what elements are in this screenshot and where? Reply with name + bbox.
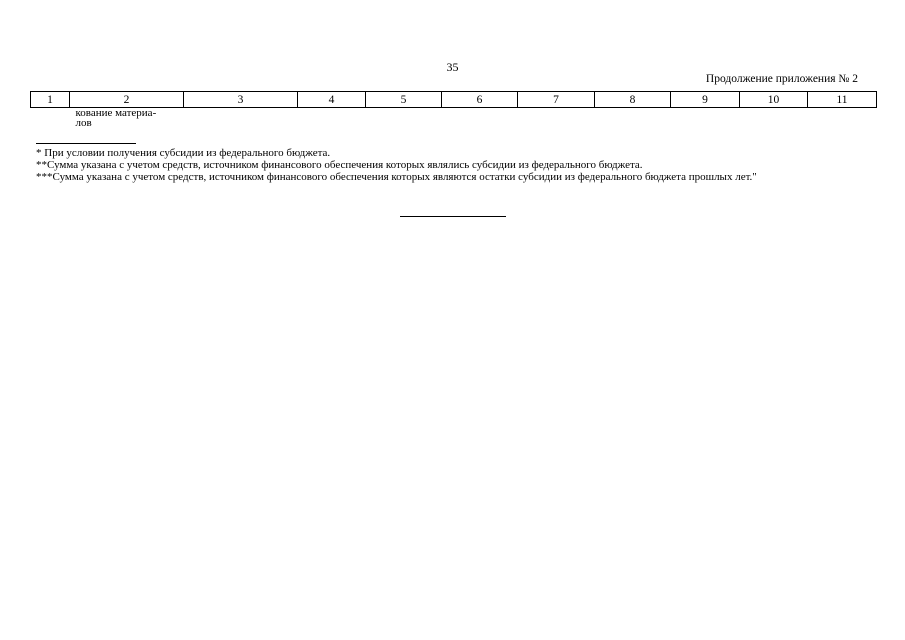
- table-cell: [518, 108, 595, 129]
- end-of-document-rule: [400, 216, 506, 217]
- table-cell: [31, 108, 70, 129]
- appendix-caption: Продолжение приложения № 2: [705, 73, 858, 85]
- column-number: 5: [366, 92, 442, 108]
- cell-text-line: кование материа-: [75, 107, 157, 119]
- column-number: 2: [70, 92, 184, 108]
- column-number-row: [31, 92, 877, 108]
- continuation-table: [30, 91, 877, 128]
- column-number: 7: [518, 92, 595, 108]
- table-cell: [595, 108, 671, 129]
- footnote: ***Сумма указана с учетом средств, источником финансового обеспечения которых являются остатки субсидии из федерального бюджета прошлых лет.": [36, 171, 757, 183]
- column-number: 4: [298, 92, 366, 108]
- page-number: 35: [446, 60, 459, 74]
- column-number: 3: [184, 92, 298, 108]
- table-cell: [366, 108, 442, 129]
- table-cell: [671, 108, 740, 129]
- column-number: 9: [671, 92, 740, 108]
- cell-text-line: лов: [75, 117, 92, 129]
- table-row: [31, 108, 877, 129]
- column-number: 10: [740, 92, 808, 108]
- table-cell: [70, 108, 184, 129]
- footnote: **Сумма указана с учетом средств, источником финансового обеспечения которых являлись субсидии из федерального бюджета.: [36, 159, 643, 171]
- column-number: 6: [442, 92, 518, 108]
- table-cell: [298, 108, 366, 129]
- footnote-separator: [36, 143, 136, 144]
- table-cell: [442, 108, 518, 129]
- column-number: 8: [595, 92, 671, 108]
- table-cell: [740, 108, 808, 129]
- footnote: * При условии получения субсидии из федерального бюджета.: [36, 147, 331, 159]
- table-cell: [184, 108, 298, 129]
- table-cell: [808, 108, 877, 129]
- footnotes: [36, 147, 866, 183]
- column-number: 11: [808, 92, 877, 108]
- column-number: 1: [31, 92, 70, 108]
